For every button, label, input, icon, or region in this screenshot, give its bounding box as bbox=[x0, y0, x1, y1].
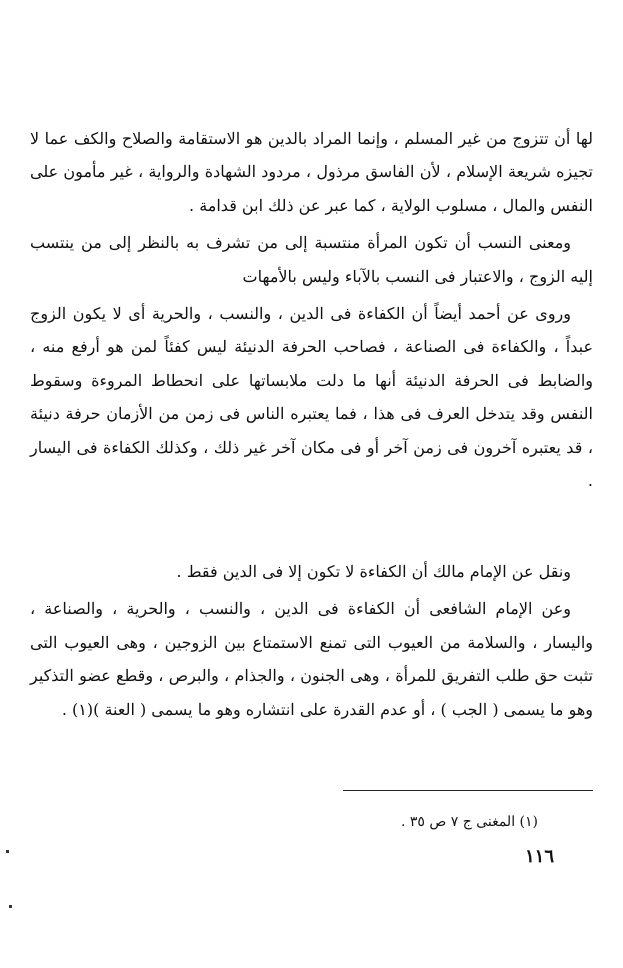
paragraph-shafii-opinion: وعن الإمام الشافعى أن الكفاءة فى الدين ، والنسب ، والحرية ، والصناعة ، واليسار ، والسلامة من العيوب التى تمنع الاستمتاع بين الزوجين ، وهى العيوب التى تثبت حق طلب التفريق للمرأة ، وهى الجنون ، والجذام ، والبرص ، وقطع عضو التذكير وهو ما يسمى ( الجب ) ، أو عدم القدرة على انتشاره وهو ما يسمى ( العنة )(١) . bbox=[30, 599, 593, 719]
main-text-lower bbox=[30, 555, 593, 726]
footnote-divider bbox=[343, 790, 593, 791]
paragraph-malik-opinion: ونقل عن الإمام مالك أن الكفاءة لا تكون إلا فى الدين فقط . bbox=[176, 562, 571, 581]
scan-speck bbox=[9, 905, 12, 908]
paragraph-lineage-definition: ومعنى النسب أن تكون المرأة منتسبة إلى من تشرف به بالنظر إلى من ينتسب إليه الزوج ، والاعتبار فى النسب بالآباء وليس بالأمهات bbox=[30, 233, 593, 286]
paragraph-religion-definition: لها أن تتزوج من غير المسلم ، وإنما المراد بالدين هو الاستقامة والصلاح والكف عما لا تجيزه شريعة الإسلام ، لأن الفاسق مرذول ، مردود الشهادة والرواية ، غير مأمون على النفس والمال ، مسلوب الولاية ، كما عبر عن ذلك ابن قدامة . bbox=[30, 129, 593, 215]
footnote: (١) المغنى ج ٧ ص ٣٥ . bbox=[400, 814, 538, 830]
scan-speck bbox=[6, 850, 9, 853]
page-number: ١١٦ bbox=[524, 846, 554, 867]
main-text-upper bbox=[30, 122, 593, 497]
paragraph-ahmad-opinion: وروى عن أحمد أيضاً أن الكفاءة فى الدين ، والنسب ، والحرية أى لا يكون الزوج عبداً ، والكفاءة فى الصناعة ، فصاحب الحرفة الدنيئة ليس كفئاً لمن هو أرفع منه ، والضابط فى الحرفة الدنيئة أنها ما دلت ملابساتها على انحطاط المروءة وسقوط النفس وقد يتدخل العرف فى هذا ، فما يعتبره الناس فى زمن من الأزمان حرفة دنيئة ، قد يعتبره آخرون فى زمن آخر أو فى مكان آخر غير ذلك ، وكذلك الكفاءة فى اليسار . bbox=[30, 304, 594, 491]
